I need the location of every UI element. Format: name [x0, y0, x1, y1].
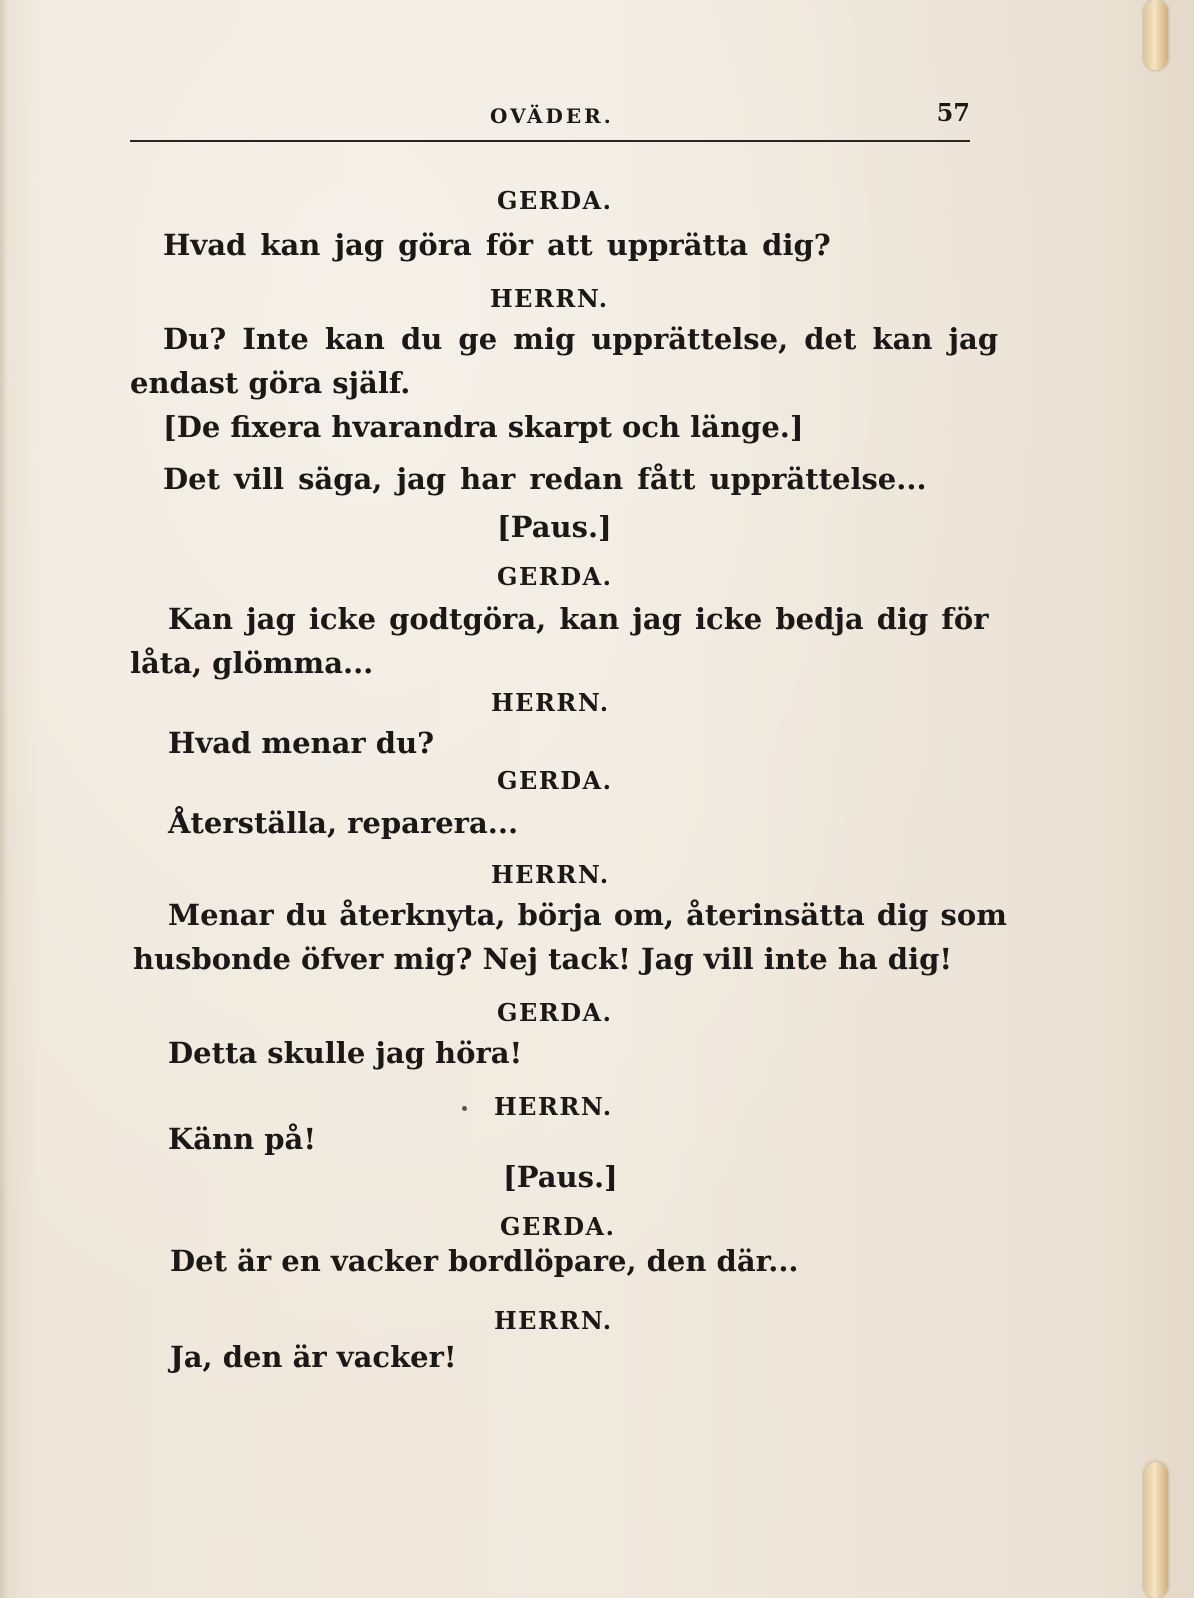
page-number: 57 [936, 98, 970, 127]
speaker-gerda: GERDA. [497, 562, 613, 591]
running-title: OVÄDER. [490, 104, 614, 128]
speaker-herrn: HERRN. [494, 1306, 613, 1335]
stage-direction: [Paus.] [503, 1160, 618, 1194]
stage-direction: [Paus.] [497, 510, 612, 544]
dialogue-line: Du? Inte kan du ge mig upprättelse, det kan jag [163, 322, 999, 356]
dialogue-line: Hvad kan jag göra för att upprätta dig? [163, 228, 831, 262]
binding-tab-top [1144, 0, 1168, 70]
speaker-herrn: HERRN. [494, 1092, 613, 1121]
stage-direction: [De fixera hvarandra skarpt och länge.] [163, 410, 804, 444]
dialogue-line: Det vill säga, jag har redan fått upprättelse... [163, 462, 927, 496]
speaker-gerda: GERDA. [497, 186, 613, 215]
speaker-gerda: GERDA. [497, 998, 613, 1027]
dialogue-line: Detta skulle jag höra! [168, 1036, 523, 1070]
dialogue-line: låta, glömma... [130, 646, 374, 680]
speaker-herrn: HERRN. [490, 284, 609, 313]
speaker-herrn: HERRN. [491, 688, 610, 717]
ink-speck [462, 1106, 467, 1111]
speaker-gerda: GERDA. [500, 1212, 616, 1241]
dialogue-line: Det är en vacker bordlöpare, den där... [170, 1244, 799, 1278]
dialogue-line: Återställa, reparera... [168, 806, 519, 840]
dialogue-line: Menar du återknyta, börja om, återinsätta dig som [168, 898, 1007, 932]
binding-tab-bottom [1144, 1462, 1168, 1598]
dialogue-line: Ja, den är vacker! [170, 1340, 457, 1374]
dialogue-line: Känn på! [168, 1122, 317, 1156]
speaker-herrn: HERRN. [491, 860, 610, 889]
dialogue-line: husbonde öfver mig? Nej tack! Jag vill inte ha dig! [133, 942, 953, 976]
dialogue-line: endast göra själf. [130, 366, 411, 400]
dialogue-line: Kan jag icke godtgöra, kan jag icke bedja dig för [168, 602, 989, 636]
speaker-gerda: GERDA. [497, 766, 613, 795]
dialogue-line: Hvad menar du? [168, 726, 435, 760]
